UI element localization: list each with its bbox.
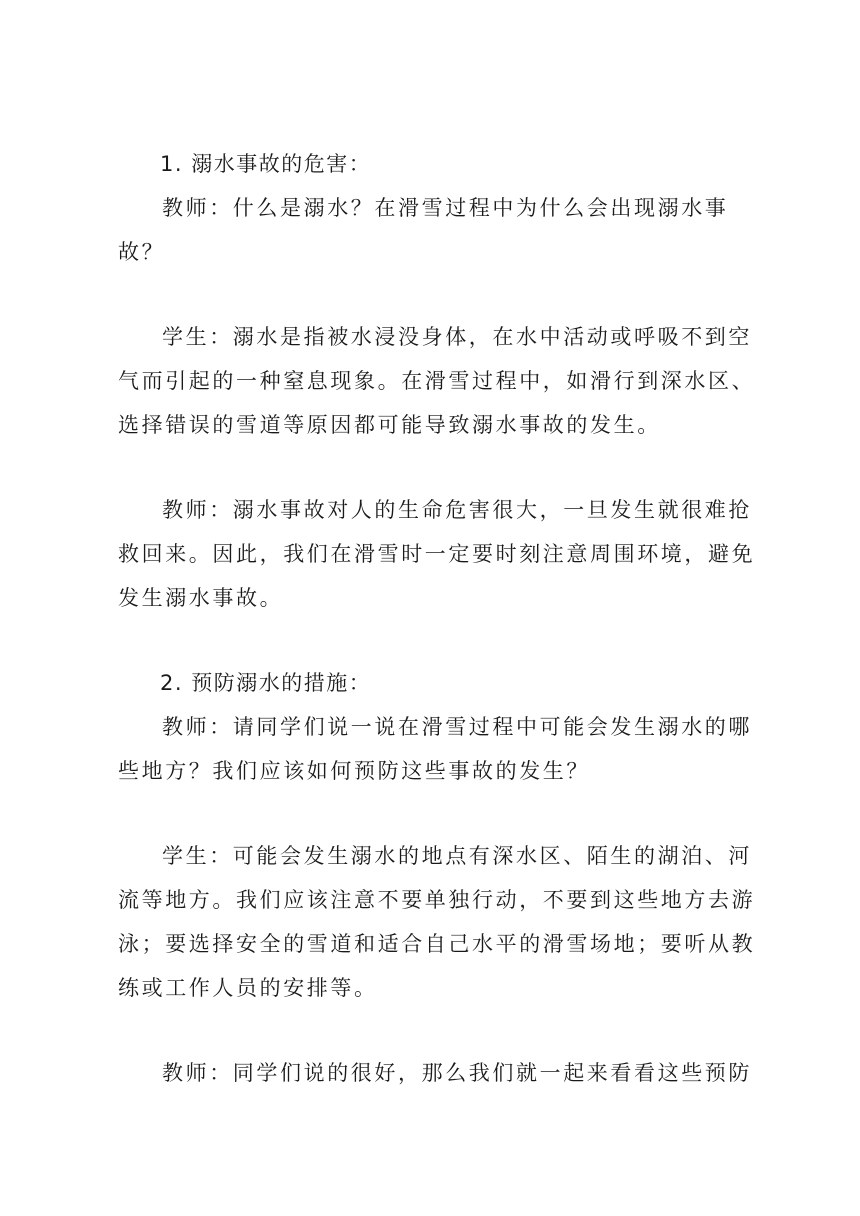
paragraph-student-answer xyxy=(118,323,756,455)
section-heading-hazards: 1. 溺水事故的危害： xyxy=(160,152,372,176)
paragraph-gap xyxy=(118,1018,742,1059)
text-line: 些地方？我们应该如何预防这些事故的发生？ xyxy=(118,759,590,783)
document-body xyxy=(118,150,756,1103)
paragraph-student-measures xyxy=(118,842,756,1018)
paragraph-teacher-question xyxy=(118,194,742,282)
text-line: 教师：同学们说的很好，那么我们就一起来看看这些预防 xyxy=(162,1061,752,1085)
text-line: 学生：可能会发生溺水的地点有深水区、陌生的湖泊、河 xyxy=(162,844,752,868)
text-line: 发生溺水事故。 xyxy=(118,586,284,610)
text-line: 练或工作人员的安排等。 xyxy=(118,976,378,1000)
paragraph-gap xyxy=(118,628,742,669)
text-line: 学生：溺水是指被水浸没身体，在水中活动或呼吸不到空 xyxy=(162,325,752,349)
text-line: 气而引起的一种窒息现象。在滑雪过程中，如滑行到深水区、 xyxy=(118,369,756,393)
text-line: 故？ xyxy=(118,240,166,264)
text-line: 泳；要选择安全的雪道和适合自己水平的滑雪场地；要听从教 xyxy=(118,932,756,956)
text-line: 救回来。因此，我们在滑雪时一定要时刻注意周围环境，避免 xyxy=(118,542,756,566)
section-heading-prevention: 2. 预防溺水的措施： xyxy=(160,671,372,695)
text-line: 教师：溺水事故对人的生命危害很大，一旦发生就很难抢 xyxy=(162,498,752,522)
paragraph-teacher-summary xyxy=(118,496,756,628)
paragraph-teacher-followup xyxy=(118,1059,752,1103)
text-line: 教师：什么是溺水？在滑雪过程中为什么会出现溺水事 xyxy=(162,196,729,220)
paragraph-gap xyxy=(118,801,742,842)
text-line: 教师：请同学们说一说在滑雪过程中可能会发生溺水的哪 xyxy=(162,715,752,739)
text-line: 流等地方。我们应该注意不要单独行动，不要到这些地方去游 xyxy=(118,888,756,912)
paragraph-teacher-prompt xyxy=(118,713,752,801)
text-line: 选择错误的雪道等原因都可能导致溺水事故的发生。 xyxy=(118,413,661,437)
paragraph-gap xyxy=(118,455,742,496)
paragraph-gap xyxy=(118,282,742,323)
